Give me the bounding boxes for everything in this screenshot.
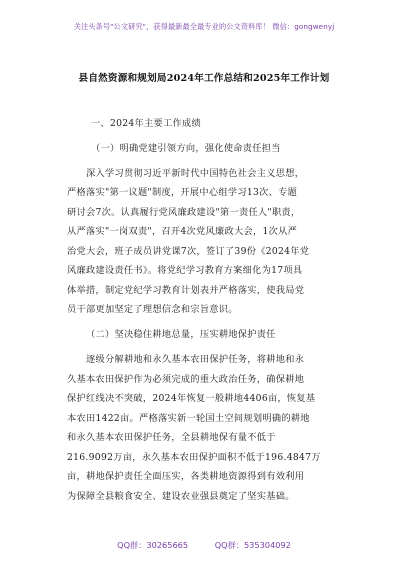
paragraph-line: 从严落实"一岗双责"，召开4次党风廉政大会，1次从严 xyxy=(67,226,298,237)
paragraph-line: 风廉政建设责任书》。将党纪学习教育方案细化为17项具 xyxy=(67,265,303,276)
subsection-heading: （二）坚决稳住耕地总量，压实耕地保护责任 xyxy=(86,329,276,340)
paragraph-line: 严格落实"第一议题"制度，开展中心组学习13次、专题 xyxy=(67,187,298,198)
section-heading: 一、2024年主要工作成绩 xyxy=(91,118,201,129)
paragraph-line: 久基本农田保护作为必须完成的重大政治任务，确保耕地 xyxy=(67,374,305,385)
paragraph-line: 216.9092万亩，永久基本农田保护面积不低于196.4847万 xyxy=(67,452,321,463)
paragraph-line: 治党大会，班子成员讲党课7次，签订了39份《2024年党 xyxy=(67,246,310,257)
paragraph-line: 本农田1422亩。严格落实新一轮国土空间规划明确的耕地 xyxy=(67,413,310,424)
header-banner: 关注头条号"公文研究"，获得最新最全最专业的公文资料库！ 微信：gongwenyj xyxy=(73,22,335,31)
paragraph-line: 亩，耕地保护责任全面压实，各类耕地资源得到有效利用 xyxy=(67,471,305,482)
document-title: 县自然资源和规划局2024年工作总结和2025年工作计划 xyxy=(78,73,330,84)
paragraph-line: 保护红线决不突破，2024年恢复一般耕地4406亩，恢复基 xyxy=(67,393,316,404)
paragraph-line: 深入学习贯彻习近平新时代中国特色社会主义思想， xyxy=(86,168,305,179)
qq-group-2: QQ群：535304092 xyxy=(214,540,291,550)
paragraph-line: 为保障全县粮食安全、建设农业强县奠定了坚实基础。 xyxy=(67,491,295,502)
paragraph-line: 研讨会7次。认真履行党风廉政建设"第一责任人"职责， xyxy=(67,207,301,218)
subsection-heading: （一）明确党建引领方向，强化使命责任担当 xyxy=(91,143,281,154)
paragraph-line: 员干部更加坚定了理想信念和宗旨意识。 xyxy=(67,304,238,315)
paragraph-line: 逐级分解耕地和永久基本农田保护任务，将耕地和永 xyxy=(86,354,305,365)
footer-contacts xyxy=(0,540,408,551)
paragraph-line: 和永久基本农田保护任务，全县耕地保有量不低于 xyxy=(67,432,276,443)
qq-group-1: QQ群：30265665 xyxy=(117,540,189,550)
paragraph-line: 体举措，制定党纪学习教育计划表并严格落实，使我局党 xyxy=(67,285,305,296)
